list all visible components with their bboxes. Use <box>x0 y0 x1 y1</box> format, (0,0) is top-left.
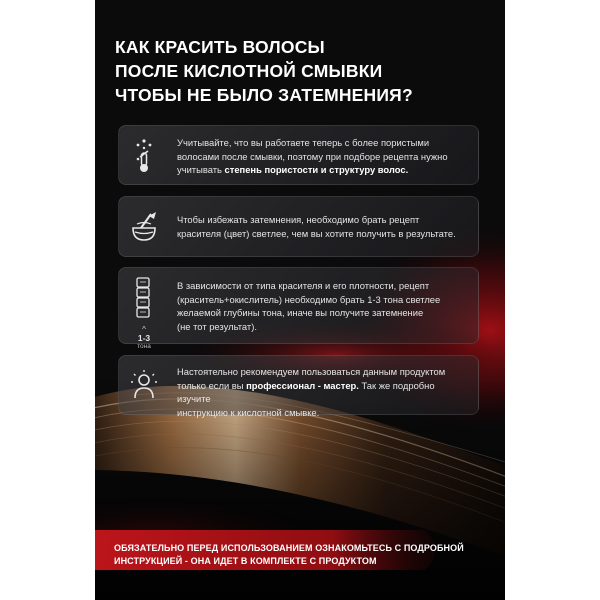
tip-text <box>177 136 470 177</box>
tip-line: В зависимости от типа красителя и его плотности, рецепт <box>177 280 430 291</box>
dye-bowl-brush-icon <box>127 207 161 247</box>
tip-card-professional <box>118 355 479 418</box>
footer-line-2: ИНСТРУКЦИЕЙ - ОНА ИДЕТ В КОМПЛЕКТЕ С ПРОДУКТОМ <box>114 556 377 566</box>
tip-text <box>177 365 470 419</box>
tip-card-porosity <box>118 125 479 185</box>
tip-text-plain: только если вы <box>177 379 247 391</box>
tip-line: волосами после смывки, поэтому при подборе рецепта нужно <box>177 150 448 162</box>
thermometer-drops-icon <box>127 136 161 176</box>
promo-card <box>95 0 505 600</box>
headline-line-1: КАК КРАСИТЬ ВОЛОСЫ <box>115 37 325 57</box>
tip-card-tone-depth <box>118 267 479 350</box>
tip-text-bold: профессионал - мастер. <box>246 379 359 391</box>
tip-line: Настоятельно рекомендуем пользоваться данным продуктом <box>177 366 446 377</box>
caret-up-icon: ^ <box>142 325 146 334</box>
tip-line: (краситель+окислитель) необходимо брать 1-3 тона светлее <box>177 293 441 305</box>
tip-line: инструкцию к кислотной смывке. <box>177 406 320 418</box>
tip-line <box>177 163 470 177</box>
tip-text-bold: степень пористости и структуру волос. <box>224 164 409 175</box>
tip-text-plain: Так же подробно изучите <box>177 379 435 404</box>
professional-person-icon <box>127 366 161 406</box>
tip-line: желаемой глубины тона, иначе вы получите затемнение <box>177 307 424 318</box>
tip-line: красителя (цвет) светлее, чем вы хотите получить в результате. <box>177 227 456 239</box>
tones-indicator <box>125 326 163 351</box>
headline-line-2: ПОСЛЕ КИСЛОТНОЙ СМЫВКИ <box>115 61 383 81</box>
tip-line: Чтобы избежать затемнения, необходимо брать рецепт <box>177 214 420 225</box>
tip-text <box>177 279 470 333</box>
tip-card-lighter-shade <box>118 196 479 257</box>
tip-line: (не тот результат). <box>177 320 257 332</box>
tones-number: 1-3 <box>137 333 151 343</box>
tip-line <box>177 379 470 406</box>
color-swatch-icon <box>127 276 161 320</box>
tones-word: тона <box>137 343 151 350</box>
footer-line-1: ОБЯЗАТЕЛЬНО ПЕРЕД ИСПОЛЬЗОВАНИЕМ ОЗНАКОМЬТЕСЬ С ПОДРОБНОЙ <box>114 543 464 553</box>
headline <box>115 35 495 107</box>
headline-line-3: ЧТОБЫ НЕ БЫЛО ЗАТЕМНЕНИЯ? <box>115 85 413 105</box>
tip-line: Учитывайте, что вы работаете теперь с более пористыми <box>177 137 430 148</box>
tip-text-plain: учитывать <box>177 164 225 175</box>
tip-text <box>177 213 470 240</box>
footer-warning <box>114 542 489 568</box>
